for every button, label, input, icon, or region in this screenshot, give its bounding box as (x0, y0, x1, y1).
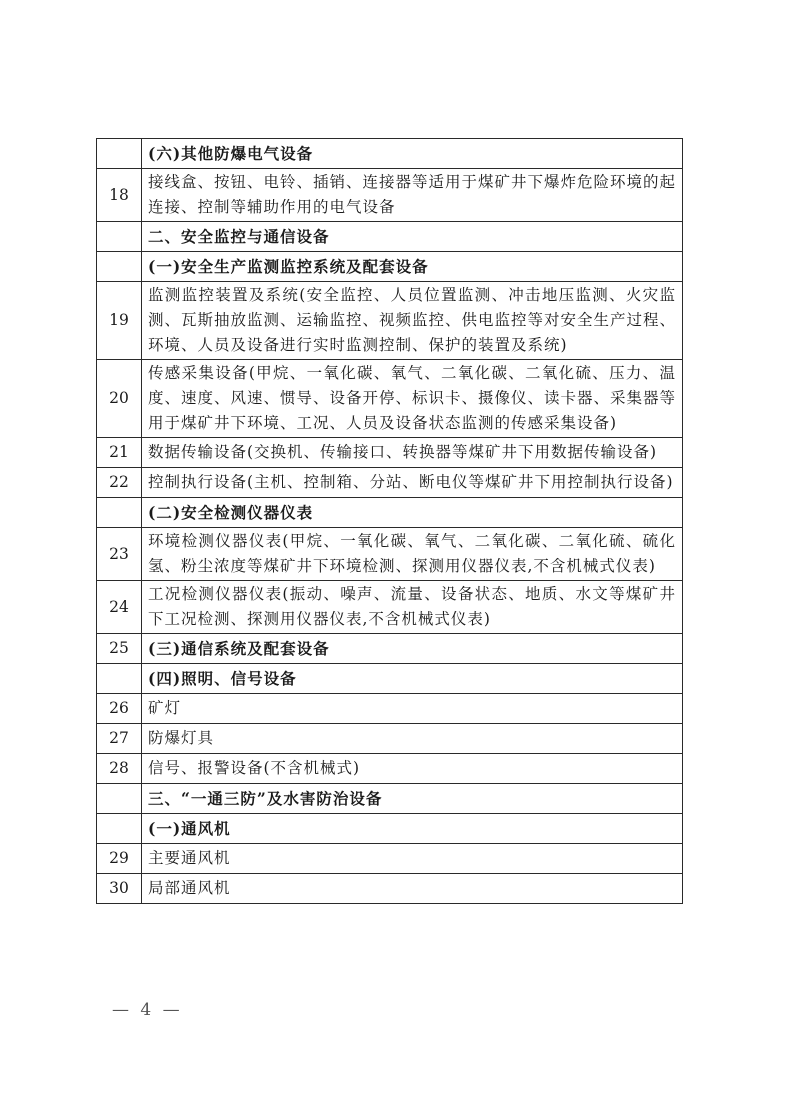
row-description: 防爆灯具 (142, 724, 683, 754)
row-number: 29 (97, 844, 142, 874)
row-number: 25 (97, 634, 142, 664)
table-row (97, 724, 683, 754)
row-number (97, 814, 142, 844)
row-number (97, 784, 142, 814)
row-number: 23 (97, 528, 142, 581)
row-description: 矿灯 (142, 694, 683, 724)
row-number: 18 (97, 169, 142, 222)
row-number: 30 (97, 874, 142, 904)
table-row (97, 528, 683, 581)
row-number (97, 252, 142, 282)
table-row (97, 581, 683, 634)
row-number: 24 (97, 581, 142, 634)
table-row (97, 844, 683, 874)
equipment-table-body (97, 139, 683, 904)
table-row (97, 438, 683, 468)
row-description: 局部通风机 (142, 874, 683, 904)
row-number (97, 139, 142, 169)
row-number: 27 (97, 724, 142, 754)
section-heading: (一)通风机 (142, 814, 683, 844)
row-number: 22 (97, 468, 142, 498)
equipment-table (96, 138, 683, 904)
table-row (97, 498, 683, 528)
row-description: 信号、报警设备(不含机械式) (142, 754, 683, 784)
table-row (97, 694, 683, 724)
section-heading: 二、安全监控与通信设备 (142, 222, 683, 252)
table-row (97, 282, 683, 360)
section-heading: (二)安全检测仪器仪表 (142, 498, 683, 528)
table-row (97, 634, 683, 664)
table-row (97, 222, 683, 252)
table-row (97, 784, 683, 814)
table-row (97, 874, 683, 904)
row-number (97, 664, 142, 694)
row-description: 监测监控装置及系统(安全监控、人员位置监测、冲击地压监测、火灾监测、瓦斯抽放监测、运输监控、视频监控、供电监控等对安全生产过程、环境、人员及设备进行实时监测控制、保护的装置及系统) (142, 282, 683, 360)
table-row (97, 252, 683, 282)
row-description: 控制执行设备(主机、控制箱、分站、断电仪等煤矿井下用控制执行设备) (142, 468, 683, 498)
row-number: 19 (97, 282, 142, 360)
table-row (97, 139, 683, 169)
section-heading: (六)其他防爆电气设备 (142, 139, 683, 169)
row-description: 传感采集设备(甲烷、一氧化碳、氧气、二氧化碳、二氧化硫、压力、温度、速度、风速、惯导、设备开停、标识卡、摄像仪、读卡器、采集器等用于煤矿井下环境、工况、人员及设备状态监测的传感采集设备) (142, 360, 683, 438)
table-row (97, 468, 683, 498)
table-row (97, 169, 683, 222)
row-description: 接线盒、按钮、电铃、插销、连接器等适用于煤矿井下爆炸危险环境的起连接、控制等辅助作用的电气设备 (142, 169, 683, 222)
table-row (97, 814, 683, 844)
table-row (97, 664, 683, 694)
row-number: 20 (97, 360, 142, 438)
row-description: 工况检测仪器仪表(振动、噪声、流量、设备状态、地质、水文等煤矿井下工况检测、探测用仪器仪表,不含机械式仪表) (142, 581, 683, 634)
section-heading: (三)通信系统及配套设备 (142, 634, 683, 664)
row-description: 主要通风机 (142, 844, 683, 874)
section-heading: (一)安全生产监测监控系统及配套设备 (142, 252, 683, 282)
table-row (97, 754, 683, 784)
page-number: — 4 — (112, 1000, 183, 1020)
row-number (97, 498, 142, 528)
section-heading: 三、“一通三防”及水害防治设备 (142, 784, 683, 814)
row-number: 21 (97, 438, 142, 468)
row-number: 28 (97, 754, 142, 784)
row-description: 数据传输设备(交换机、传输接口、转换器等煤矿井下用数据传输设备) (142, 438, 683, 468)
section-heading: (四)照明、信号设备 (142, 664, 683, 694)
table-row (97, 360, 683, 438)
row-number (97, 222, 142, 252)
row-description: 环境检测仪器仪表(甲烷、一氧化碳、氧气、二氧化碳、二氧化硫、硫化氢、粉尘浓度等煤矿井下环境检测、探测用仪器仪表,不含机械式仪表) (142, 528, 683, 581)
row-number: 26 (97, 694, 142, 724)
